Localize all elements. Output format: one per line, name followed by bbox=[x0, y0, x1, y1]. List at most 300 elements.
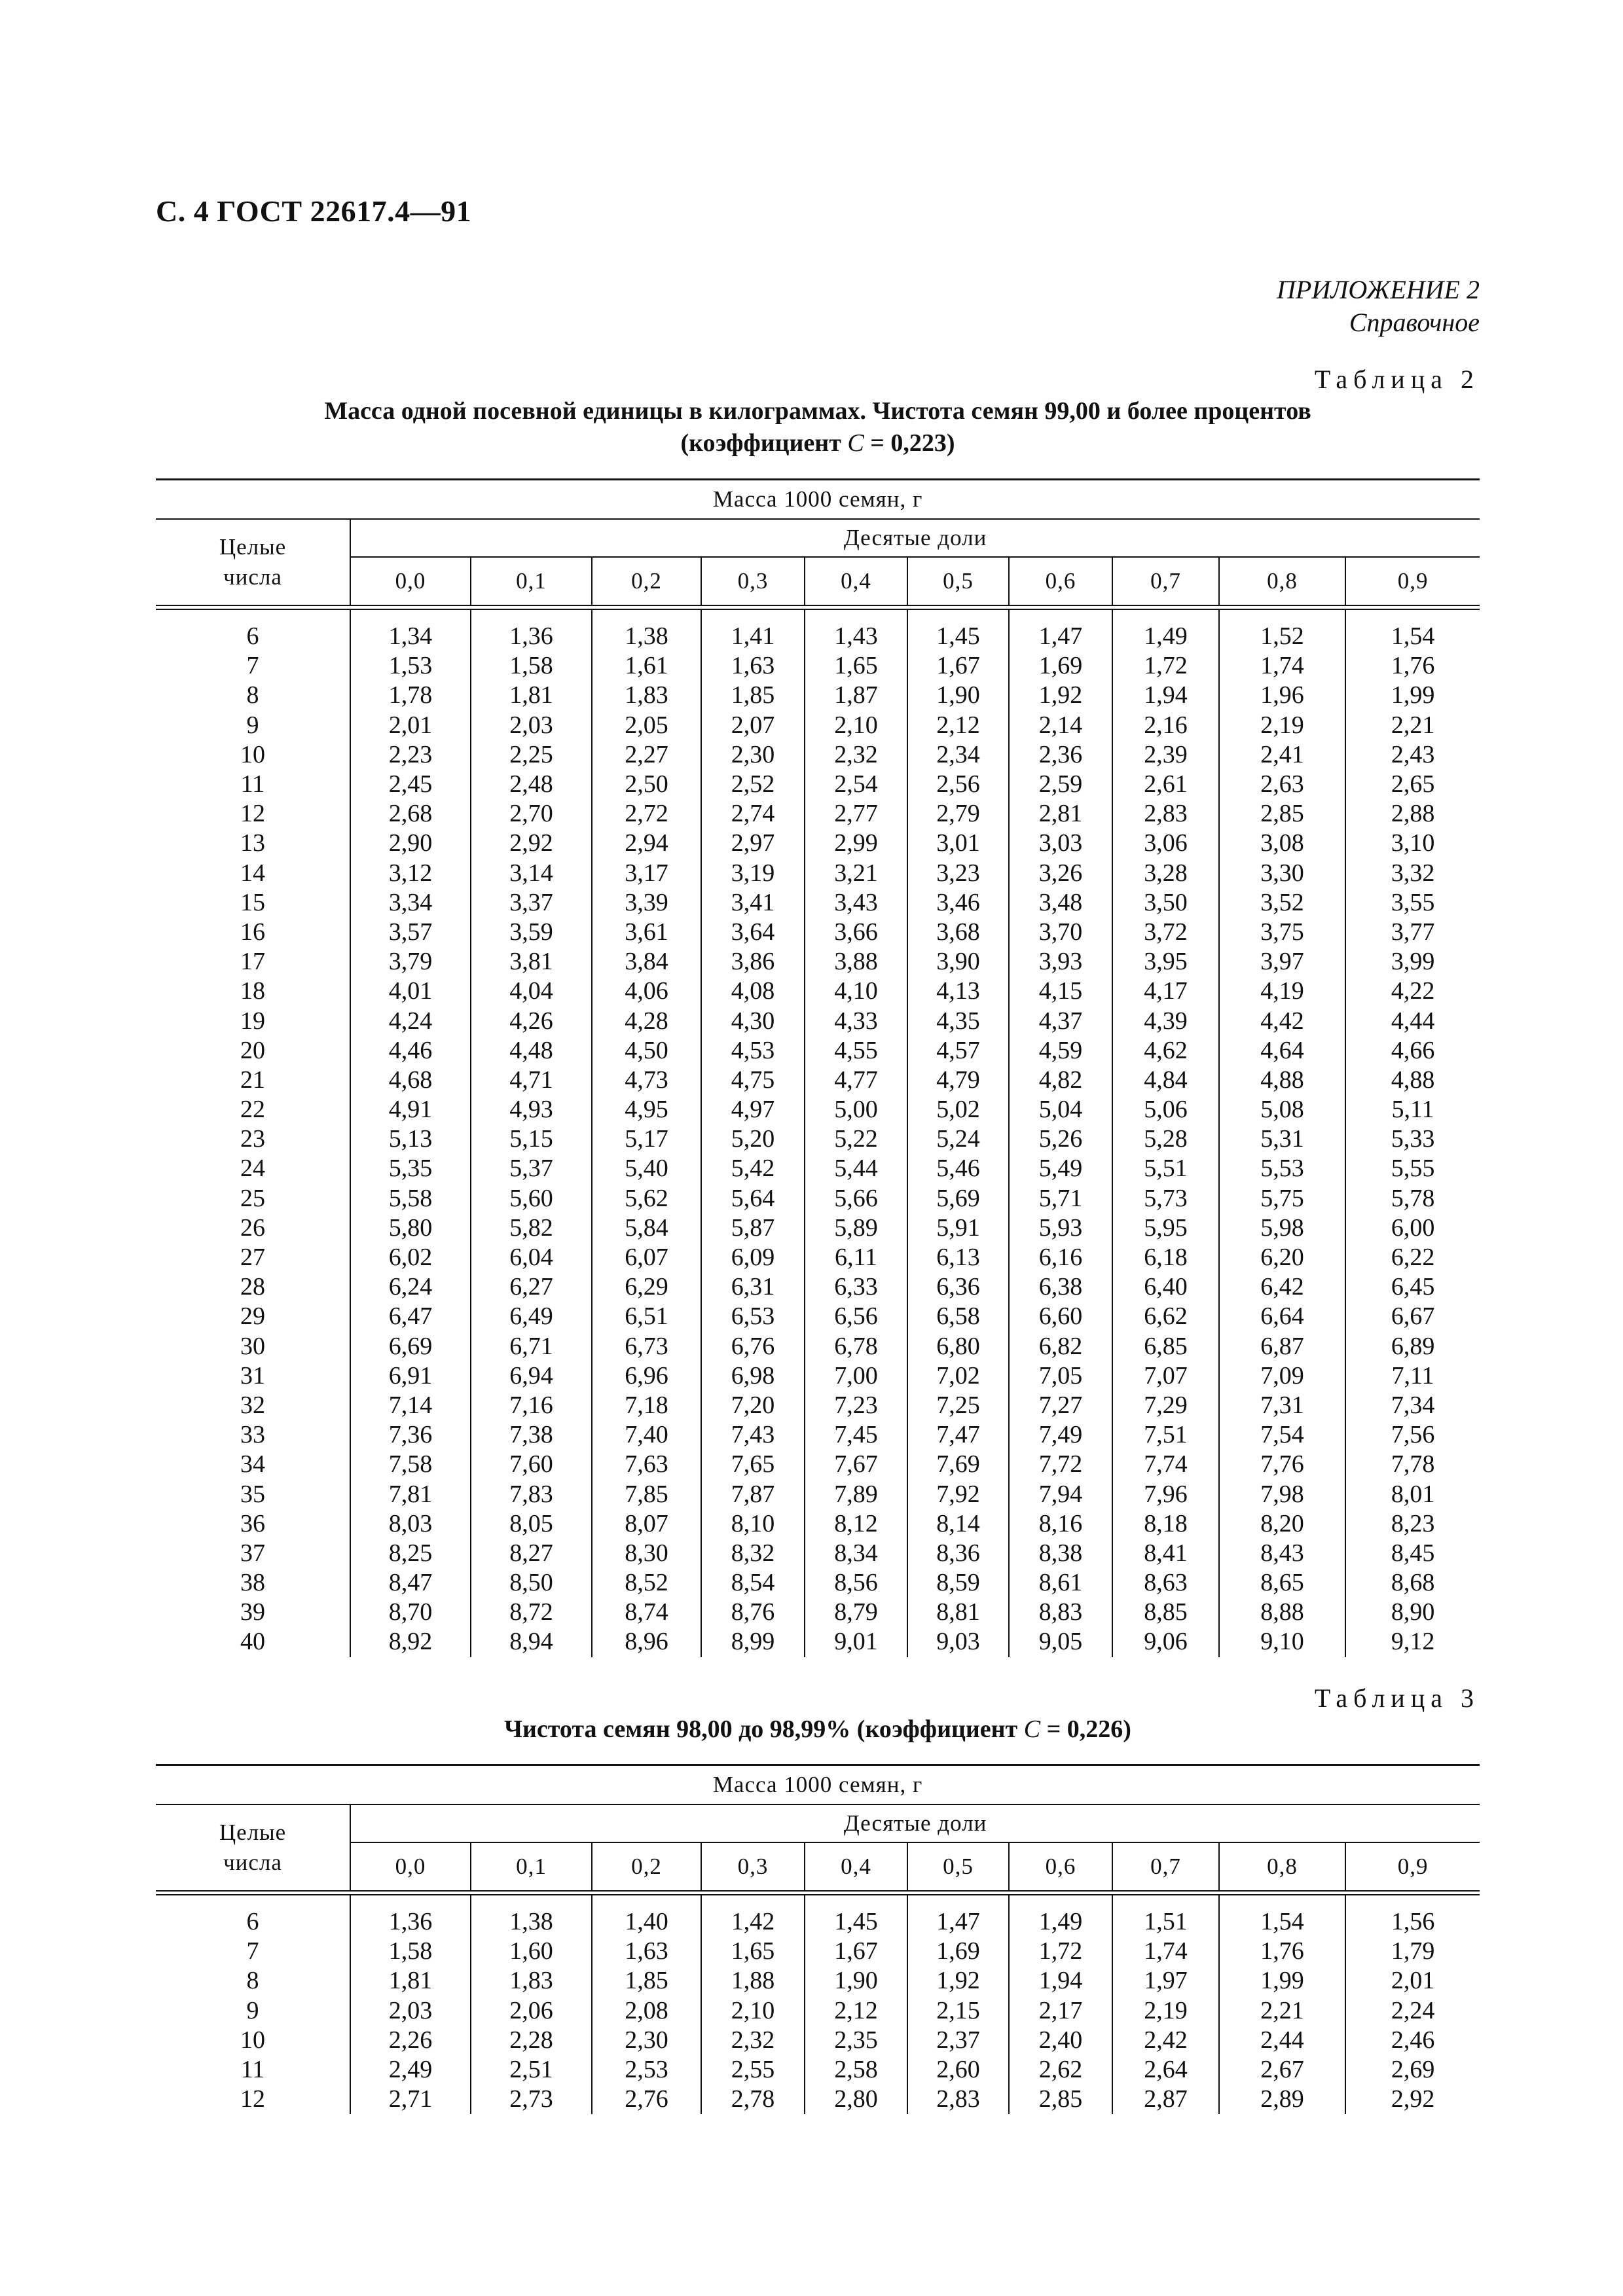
value-cell: 6,56 bbox=[805, 1302, 907, 1331]
value-cell: 7,54 bbox=[1219, 1420, 1345, 1450]
value-cell: 7,87 bbox=[701, 1479, 805, 1509]
value-cell: 7,51 bbox=[1112, 1420, 1219, 1450]
value-cell: 2,36 bbox=[1009, 740, 1112, 770]
value-cell: 7,63 bbox=[592, 1450, 701, 1479]
table-row bbox=[156, 1124, 1480, 1154]
value-cell: 6,29 bbox=[592, 1272, 701, 1302]
value-cell: 7,49 bbox=[1009, 1420, 1112, 1450]
value-cell: 8,85 bbox=[1112, 1598, 1219, 1627]
value-cell: 4,59 bbox=[1009, 1036, 1112, 1066]
value-cell: 1,76 bbox=[1219, 1937, 1345, 1966]
value-cell: 7,27 bbox=[1009, 1391, 1112, 1420]
value-cell: 5,42 bbox=[701, 1154, 805, 1183]
value-cell: 5,31 bbox=[1219, 1124, 1345, 1154]
value-cell: 7,07 bbox=[1112, 1361, 1219, 1391]
value-cell: 3,41 bbox=[701, 888, 805, 918]
value-cell: 1,81 bbox=[350, 1966, 471, 1996]
value-cell: 2,71 bbox=[350, 2085, 471, 2114]
mass-header: Масса 1000 семян, г bbox=[156, 480, 1480, 519]
value-cell: 3,75 bbox=[1219, 918, 1345, 947]
value-cell: 1,61 bbox=[592, 651, 701, 681]
value-cell: 4,91 bbox=[350, 1095, 471, 1124]
value-cell: 8,32 bbox=[701, 1539, 805, 1568]
value-cell: 7,81 bbox=[350, 1479, 471, 1509]
value-cell: 8,61 bbox=[1009, 1568, 1112, 1598]
value-cell: 6,58 bbox=[907, 1302, 1009, 1331]
value-cell: 8,90 bbox=[1391, 1598, 1435, 1626]
value-cell: 4,48 bbox=[471, 1036, 592, 1066]
value-cell: 3,32 bbox=[1391, 859, 1435, 887]
value-cell: 4,01 bbox=[350, 977, 471, 1006]
value-cell: 8,81 bbox=[907, 1598, 1009, 1627]
table-row bbox=[156, 1420, 1480, 1450]
value-cell: 2,49 bbox=[350, 2055, 471, 2085]
integer-cell: 10 bbox=[156, 740, 350, 770]
value-cell: 1,54 bbox=[1219, 1895, 1345, 1937]
value-cell: 1,92 bbox=[907, 1966, 1009, 1996]
value-cell: 5,24 bbox=[907, 1124, 1009, 1154]
value-cell: 7,05 bbox=[1009, 1361, 1112, 1391]
value-cell: 5,35 bbox=[350, 1154, 471, 1183]
value-cell: 7,23 bbox=[805, 1391, 907, 1420]
value-cell: 8,25 bbox=[350, 1539, 471, 1568]
value-cell: 2,87 bbox=[1112, 2085, 1219, 2114]
value-cell: 2,30 bbox=[592, 2026, 701, 2055]
value-cell: 3,10 bbox=[1391, 829, 1435, 857]
value-cell: 6,64 bbox=[1219, 1302, 1345, 1331]
value-cell: 9,10 bbox=[1219, 1627, 1345, 1657]
value-cell: 4,35 bbox=[907, 1006, 1009, 1035]
value-cell: 5,69 bbox=[907, 1184, 1009, 1213]
column-header-row bbox=[156, 557, 1480, 605]
value-cell: 4,68 bbox=[350, 1066, 471, 1095]
integer-cell: 15 bbox=[156, 888, 350, 918]
value-cell: 1,38 bbox=[471, 1895, 592, 1937]
table-3 bbox=[156, 1764, 1480, 2114]
value-cell: 2,10 bbox=[701, 1996, 805, 2026]
value-cell: 7,18 bbox=[592, 1391, 701, 1420]
value-cell: 5,89 bbox=[805, 1213, 907, 1243]
value-cell: 5,28 bbox=[1112, 1124, 1219, 1154]
value-cell: 1,79 bbox=[1391, 1937, 1435, 1965]
integer-cell: 8 bbox=[156, 1966, 350, 1996]
value-cell: 8,59 bbox=[907, 1568, 1009, 1598]
value-cell: 6,07 bbox=[592, 1243, 701, 1272]
value-cell: 8,36 bbox=[907, 1539, 1009, 1568]
value-cell: 6,16 bbox=[1009, 1243, 1112, 1272]
value-cell: 2,58 bbox=[805, 2055, 907, 2085]
value-cell: 2,78 bbox=[701, 2085, 805, 2114]
table-3-title bbox=[156, 1713, 1480, 1746]
table-row bbox=[156, 1213, 1480, 1243]
value-cell: 2,01 bbox=[1391, 1967, 1435, 1995]
table-row bbox=[156, 1966, 1480, 1996]
table-row bbox=[156, 2055, 1480, 2085]
value-cell: 8,18 bbox=[1112, 1509, 1219, 1539]
value-cell: 2,68 bbox=[350, 799, 471, 829]
value-cell: 7,65 bbox=[701, 1450, 805, 1479]
value-cell: 8,79 bbox=[805, 1598, 907, 1627]
value-cell: 1,67 bbox=[805, 1937, 907, 1966]
value-cell: 7,43 bbox=[701, 1420, 805, 1450]
value-cell: 2,46 bbox=[1391, 2026, 1435, 2054]
integer-header: Целые числа bbox=[156, 1804, 350, 1891]
page-header: С. 4 ГОСТ 22617.4—91 bbox=[156, 194, 472, 228]
value-cell: 1,47 bbox=[1009, 609, 1112, 651]
value-cell: 1,72 bbox=[1112, 651, 1219, 681]
integer-cell: 39 bbox=[156, 1598, 350, 1627]
value-cell: 7,29 bbox=[1112, 1391, 1219, 1420]
value-cell: 4,37 bbox=[1009, 1006, 1112, 1035]
value-cell: 2,19 bbox=[1219, 711, 1345, 740]
integer-cell: 6 bbox=[156, 1895, 350, 1937]
integer-cell: 24 bbox=[156, 1154, 350, 1183]
value-cell: 2,07 bbox=[701, 711, 805, 740]
value-cell: 3,88 bbox=[805, 947, 907, 977]
value-cell: 2,92 bbox=[471, 829, 592, 858]
value-cell: 7,56 bbox=[1391, 1421, 1435, 1449]
value-cell: 3,70 bbox=[1009, 918, 1112, 947]
value-cell: 4,71 bbox=[471, 1066, 592, 1095]
value-cell: 6,00 bbox=[1391, 1213, 1435, 1242]
value-cell: 3,12 bbox=[350, 859, 471, 888]
value-cell: 2,55 bbox=[701, 2055, 805, 2085]
value-cell: 4,75 bbox=[701, 1066, 805, 1095]
table-row bbox=[156, 1509, 1480, 1539]
value-cell: 2,37 bbox=[907, 2026, 1009, 2055]
value-cell: 8,76 bbox=[701, 1598, 805, 1627]
value-cell: 1,87 bbox=[805, 681, 907, 710]
value-cell: 3,86 bbox=[701, 947, 805, 977]
value-cell: 2,60 bbox=[907, 2055, 1009, 2085]
value-cell: 8,70 bbox=[350, 1598, 471, 1627]
value-cell: 5,78 bbox=[1391, 1184, 1435, 1212]
column-header: 0,9 bbox=[1397, 568, 1429, 594]
value-cell: 6,09 bbox=[701, 1243, 805, 1272]
value-cell: 7,16 bbox=[471, 1391, 592, 1420]
value-cell: 1,72 bbox=[1009, 1937, 1112, 1966]
value-cell: 1,47 bbox=[907, 1895, 1009, 1937]
value-cell: 8,01 bbox=[1391, 1480, 1435, 1508]
value-cell: 4,84 bbox=[1112, 1066, 1219, 1095]
value-cell: 6,73 bbox=[592, 1332, 701, 1361]
table-row bbox=[156, 770, 1480, 799]
value-cell: 8,23 bbox=[1391, 1509, 1435, 1537]
value-cell: 1,78 bbox=[350, 681, 471, 710]
value-cell: 1,67 bbox=[907, 651, 1009, 681]
value-cell: 9,03 bbox=[907, 1627, 1009, 1657]
value-cell: 2,28 bbox=[471, 2026, 592, 2055]
integer-cell: 26 bbox=[156, 1213, 350, 1243]
value-cell: 1,45 bbox=[907, 609, 1009, 651]
value-cell: 7,78 bbox=[1391, 1450, 1435, 1479]
value-cell: 2,81 bbox=[1009, 799, 1112, 829]
value-cell: 1,65 bbox=[805, 651, 907, 681]
table-row bbox=[156, 1627, 1480, 1657]
integer-cell: 23 bbox=[156, 1124, 350, 1154]
value-cell: 5,49 bbox=[1009, 1154, 1112, 1183]
value-cell: 2,52 bbox=[701, 770, 805, 799]
value-cell: 6,51 bbox=[592, 1302, 701, 1331]
value-cell: 9,06 bbox=[1112, 1627, 1219, 1657]
value-cell: 5,53 bbox=[1219, 1154, 1345, 1183]
value-cell: 2,97 bbox=[701, 829, 805, 858]
value-cell: 2,92 bbox=[1391, 2085, 1435, 2113]
table-2-title-line-1: Масса одной посевной единицы в килограммах. Чистота семян 99,00 и более процентов bbox=[324, 397, 1311, 425]
value-cell: 4,10 bbox=[805, 977, 907, 1006]
value-cell: 3,84 bbox=[592, 947, 701, 977]
value-cell: 2,10 bbox=[805, 711, 907, 740]
value-cell: 2,12 bbox=[805, 1996, 907, 2026]
value-cell: 3,68 bbox=[907, 918, 1009, 947]
value-cell: 4,19 bbox=[1219, 977, 1345, 1006]
value-cell: 6,78 bbox=[805, 1332, 907, 1361]
value-cell: 5,37 bbox=[471, 1154, 592, 1183]
value-cell: 1,45 bbox=[805, 1895, 907, 1937]
integer-cell: 14 bbox=[156, 859, 350, 888]
value-cell: 4,64 bbox=[1219, 1036, 1345, 1066]
table-2 bbox=[156, 478, 1480, 1657]
value-cell: 2,54 bbox=[805, 770, 907, 799]
value-cell: 2,03 bbox=[350, 1996, 471, 2026]
value-cell: 2,64 bbox=[1112, 2055, 1219, 2085]
value-cell: 6,96 bbox=[592, 1361, 701, 1391]
value-cell: 7,00 bbox=[805, 1361, 907, 1391]
value-cell: 3,28 bbox=[1112, 859, 1219, 888]
integer-cell: 35 bbox=[156, 1479, 350, 1509]
integer-cell: 12 bbox=[156, 799, 350, 829]
integer-cell: 25 bbox=[156, 1184, 350, 1213]
value-cell: 6,71 bbox=[471, 1332, 592, 1361]
value-cell: 2,65 bbox=[1391, 770, 1435, 798]
value-cell: 4,13 bbox=[907, 977, 1009, 1006]
value-cell: 1,36 bbox=[471, 609, 592, 651]
value-cell: 5,26 bbox=[1009, 1124, 1112, 1154]
value-cell: 6,11 bbox=[805, 1243, 907, 1272]
table-row bbox=[156, 1391, 1480, 1420]
value-cell: 1,54 bbox=[1391, 622, 1435, 651]
appendix-subtitle: Справочное bbox=[1349, 308, 1480, 337]
value-cell: 2,24 bbox=[1391, 1996, 1435, 2024]
value-cell: 9,01 bbox=[805, 1627, 907, 1657]
value-cell: 8,52 bbox=[592, 1568, 701, 1598]
value-cell: 2,35 bbox=[805, 2026, 907, 2055]
table-row bbox=[156, 1895, 1480, 1937]
table-row bbox=[156, 799, 1480, 829]
table-row bbox=[156, 2026, 1480, 2055]
value-cell: 6,40 bbox=[1112, 1272, 1219, 1302]
value-cell: 5,20 bbox=[701, 1124, 805, 1154]
value-cell: 7,45 bbox=[805, 1420, 907, 1450]
table-row bbox=[156, 740, 1480, 770]
integer-cell: 21 bbox=[156, 1066, 350, 1095]
value-cell: 2,88 bbox=[1391, 800, 1435, 828]
value-cell: 7,76 bbox=[1219, 1450, 1345, 1479]
value-cell: 1,76 bbox=[1391, 652, 1435, 680]
value-cell: 2,72 bbox=[592, 799, 701, 829]
value-cell: 7,96 bbox=[1112, 1479, 1219, 1509]
value-cell: 2,16 bbox=[1112, 711, 1219, 740]
value-cell: 2,83 bbox=[907, 2085, 1009, 2114]
column-header: 0,6 bbox=[1009, 557, 1112, 605]
value-cell: 6,36 bbox=[907, 1272, 1009, 1302]
value-cell: 2,21 bbox=[1219, 1996, 1345, 2026]
value-cell: 3,23 bbox=[907, 859, 1009, 888]
value-cell: 2,25 bbox=[471, 740, 592, 770]
value-cell: 3,39 bbox=[592, 888, 701, 918]
tenths-header: Десятые доли bbox=[350, 1804, 1480, 1842]
value-cell: 5,66 bbox=[805, 1184, 907, 1213]
value-cell: 8,12 bbox=[805, 1509, 907, 1539]
value-cell: 1,63 bbox=[701, 651, 805, 681]
value-cell: 8,83 bbox=[1009, 1598, 1112, 1627]
value-cell: 4,77 bbox=[805, 1066, 907, 1095]
value-cell: 5,75 bbox=[1219, 1184, 1345, 1213]
value-cell: 6,38 bbox=[1009, 1272, 1112, 1302]
value-cell: 5,80 bbox=[350, 1213, 471, 1243]
value-cell: 8,99 bbox=[701, 1627, 805, 1657]
table-row bbox=[156, 1243, 1480, 1272]
value-cell: 5,00 bbox=[805, 1095, 907, 1124]
column-header: 0,5 bbox=[907, 1842, 1009, 1891]
integer-cell: 33 bbox=[156, 1420, 350, 1450]
value-cell: 7,67 bbox=[805, 1450, 907, 1479]
column-header: 0,3 bbox=[701, 557, 805, 605]
column-header: 0,0 bbox=[350, 1842, 471, 1891]
value-cell: 1,56 bbox=[1391, 1908, 1435, 1936]
value-cell: 3,43 bbox=[805, 888, 907, 918]
value-cell: 8,38 bbox=[1009, 1539, 1112, 1568]
value-cell: 2,51 bbox=[471, 2055, 592, 2085]
value-cell: 2,15 bbox=[907, 1996, 1009, 2026]
value-cell: 3,17 bbox=[592, 859, 701, 888]
integer-cell: 37 bbox=[156, 1539, 350, 1568]
value-cell: 9,05 bbox=[1009, 1627, 1112, 1657]
value-cell: 7,74 bbox=[1112, 1450, 1219, 1479]
column-header: 0,3 bbox=[701, 1842, 805, 1891]
tenths-header: Десятые доли bbox=[350, 519, 1480, 557]
value-cell: 5,13 bbox=[350, 1124, 471, 1154]
value-cell: 5,55 bbox=[1391, 1155, 1435, 1183]
table-row bbox=[156, 681, 1480, 710]
value-cell: 8,72 bbox=[471, 1598, 592, 1627]
column-header: 0,6 bbox=[1009, 1842, 1112, 1891]
value-cell: 1,49 bbox=[1112, 609, 1219, 651]
column-header: 0,4 bbox=[805, 557, 907, 605]
value-cell: 3,99 bbox=[1391, 948, 1435, 976]
value-cell: 6,87 bbox=[1219, 1332, 1345, 1361]
column-header: 0,0 bbox=[350, 557, 471, 605]
value-cell: 2,56 bbox=[907, 770, 1009, 799]
value-cell: 1,94 bbox=[1112, 681, 1219, 710]
value-cell: 1,74 bbox=[1219, 651, 1345, 681]
integer-cell: 9 bbox=[156, 1996, 350, 2026]
integer-header: Целые числа bbox=[156, 519, 350, 605]
table-row bbox=[156, 1996, 1480, 2026]
value-cell: 7,72 bbox=[1009, 1450, 1112, 1479]
value-cell: 3,59 bbox=[471, 918, 592, 947]
value-cell: 3,95 bbox=[1112, 947, 1219, 977]
table-row bbox=[156, 829, 1480, 858]
value-cell: 2,19 bbox=[1112, 1996, 1219, 2026]
value-cell: 3,14 bbox=[471, 859, 592, 888]
value-cell: 4,17 bbox=[1112, 977, 1219, 1006]
value-cell: 7,92 bbox=[907, 1479, 1009, 1509]
value-cell: 1,65 bbox=[701, 1937, 805, 1966]
value-cell: 1,53 bbox=[350, 651, 471, 681]
value-cell: 2,74 bbox=[701, 799, 805, 829]
value-cell: 1,94 bbox=[1009, 1966, 1112, 1996]
column-header: 0,8 bbox=[1219, 557, 1345, 605]
value-cell: 3,52 bbox=[1219, 888, 1345, 918]
value-cell: 5,51 bbox=[1112, 1154, 1219, 1183]
table-3-title-line-1: Чистота семян 98,00 до 98,99% (коэффициент С = 0,226) bbox=[504, 1715, 1131, 1743]
value-cell: 2,34 bbox=[907, 740, 1009, 770]
value-cell: 4,42 bbox=[1219, 1006, 1345, 1035]
table-row bbox=[156, 1154, 1480, 1183]
value-cell: 1,88 bbox=[701, 1966, 805, 1996]
integer-cell: 36 bbox=[156, 1509, 350, 1539]
value-cell: 1,43 bbox=[805, 609, 907, 651]
value-cell: 3,26 bbox=[1009, 859, 1112, 888]
integer-cell: 12 bbox=[156, 2085, 350, 2114]
value-cell: 1,41 bbox=[701, 609, 805, 651]
value-cell: 6,98 bbox=[701, 1361, 805, 1391]
integer-cell: 28 bbox=[156, 1272, 350, 1302]
value-cell: 5,64 bbox=[701, 1184, 805, 1213]
table-row bbox=[156, 1332, 1480, 1361]
value-cell: 5,58 bbox=[350, 1184, 471, 1213]
value-cell: 2,48 bbox=[471, 770, 592, 799]
table-row bbox=[156, 1272, 1480, 1302]
value-cell: 8,41 bbox=[1112, 1539, 1219, 1568]
value-cell: 4,95 bbox=[592, 1095, 701, 1124]
value-cell: 2,06 bbox=[471, 1996, 592, 2026]
value-cell: 7,09 bbox=[1219, 1361, 1345, 1391]
value-cell: 5,17 bbox=[592, 1124, 701, 1154]
value-cell: 1,96 bbox=[1219, 681, 1345, 710]
value-cell: 3,46 bbox=[907, 888, 1009, 918]
column-header: 0,1 bbox=[471, 1842, 592, 1891]
value-cell: 3,77 bbox=[1391, 918, 1435, 946]
value-cell: 8,45 bbox=[1391, 1539, 1435, 1567]
value-cell: 2,63 bbox=[1219, 770, 1345, 799]
value-cell: 2,99 bbox=[805, 829, 907, 858]
value-cell: 7,38 bbox=[471, 1420, 592, 1450]
value-cell: 4,62 bbox=[1112, 1036, 1219, 1066]
value-cell: 1,49 bbox=[1009, 1895, 1112, 1937]
value-cell: 1,81 bbox=[471, 681, 592, 710]
value-cell: 8,74 bbox=[592, 1598, 701, 1627]
value-cell: 3,48 bbox=[1009, 888, 1112, 918]
value-cell: 3,06 bbox=[1112, 829, 1219, 858]
value-cell: 6,76 bbox=[701, 1332, 805, 1361]
value-cell: 2,08 bbox=[592, 1996, 701, 2026]
value-cell: 2,30 bbox=[701, 740, 805, 770]
value-cell: 8,65 bbox=[1219, 1568, 1345, 1598]
value-cell: 3,57 bbox=[350, 918, 471, 947]
value-cell: 6,20 bbox=[1219, 1243, 1345, 1272]
value-cell: 8,20 bbox=[1219, 1509, 1345, 1539]
value-cell: 2,14 bbox=[1009, 711, 1112, 740]
value-cell: 8,34 bbox=[805, 1539, 907, 1568]
value-cell: 2,83 bbox=[1112, 799, 1219, 829]
value-cell: 2,17 bbox=[1009, 1996, 1112, 2026]
column-header: 0,8 bbox=[1219, 1842, 1345, 1891]
value-cell: 7,40 bbox=[592, 1420, 701, 1450]
value-cell: 2,62 bbox=[1009, 2055, 1112, 2085]
value-cell: 1,52 bbox=[1219, 609, 1345, 651]
